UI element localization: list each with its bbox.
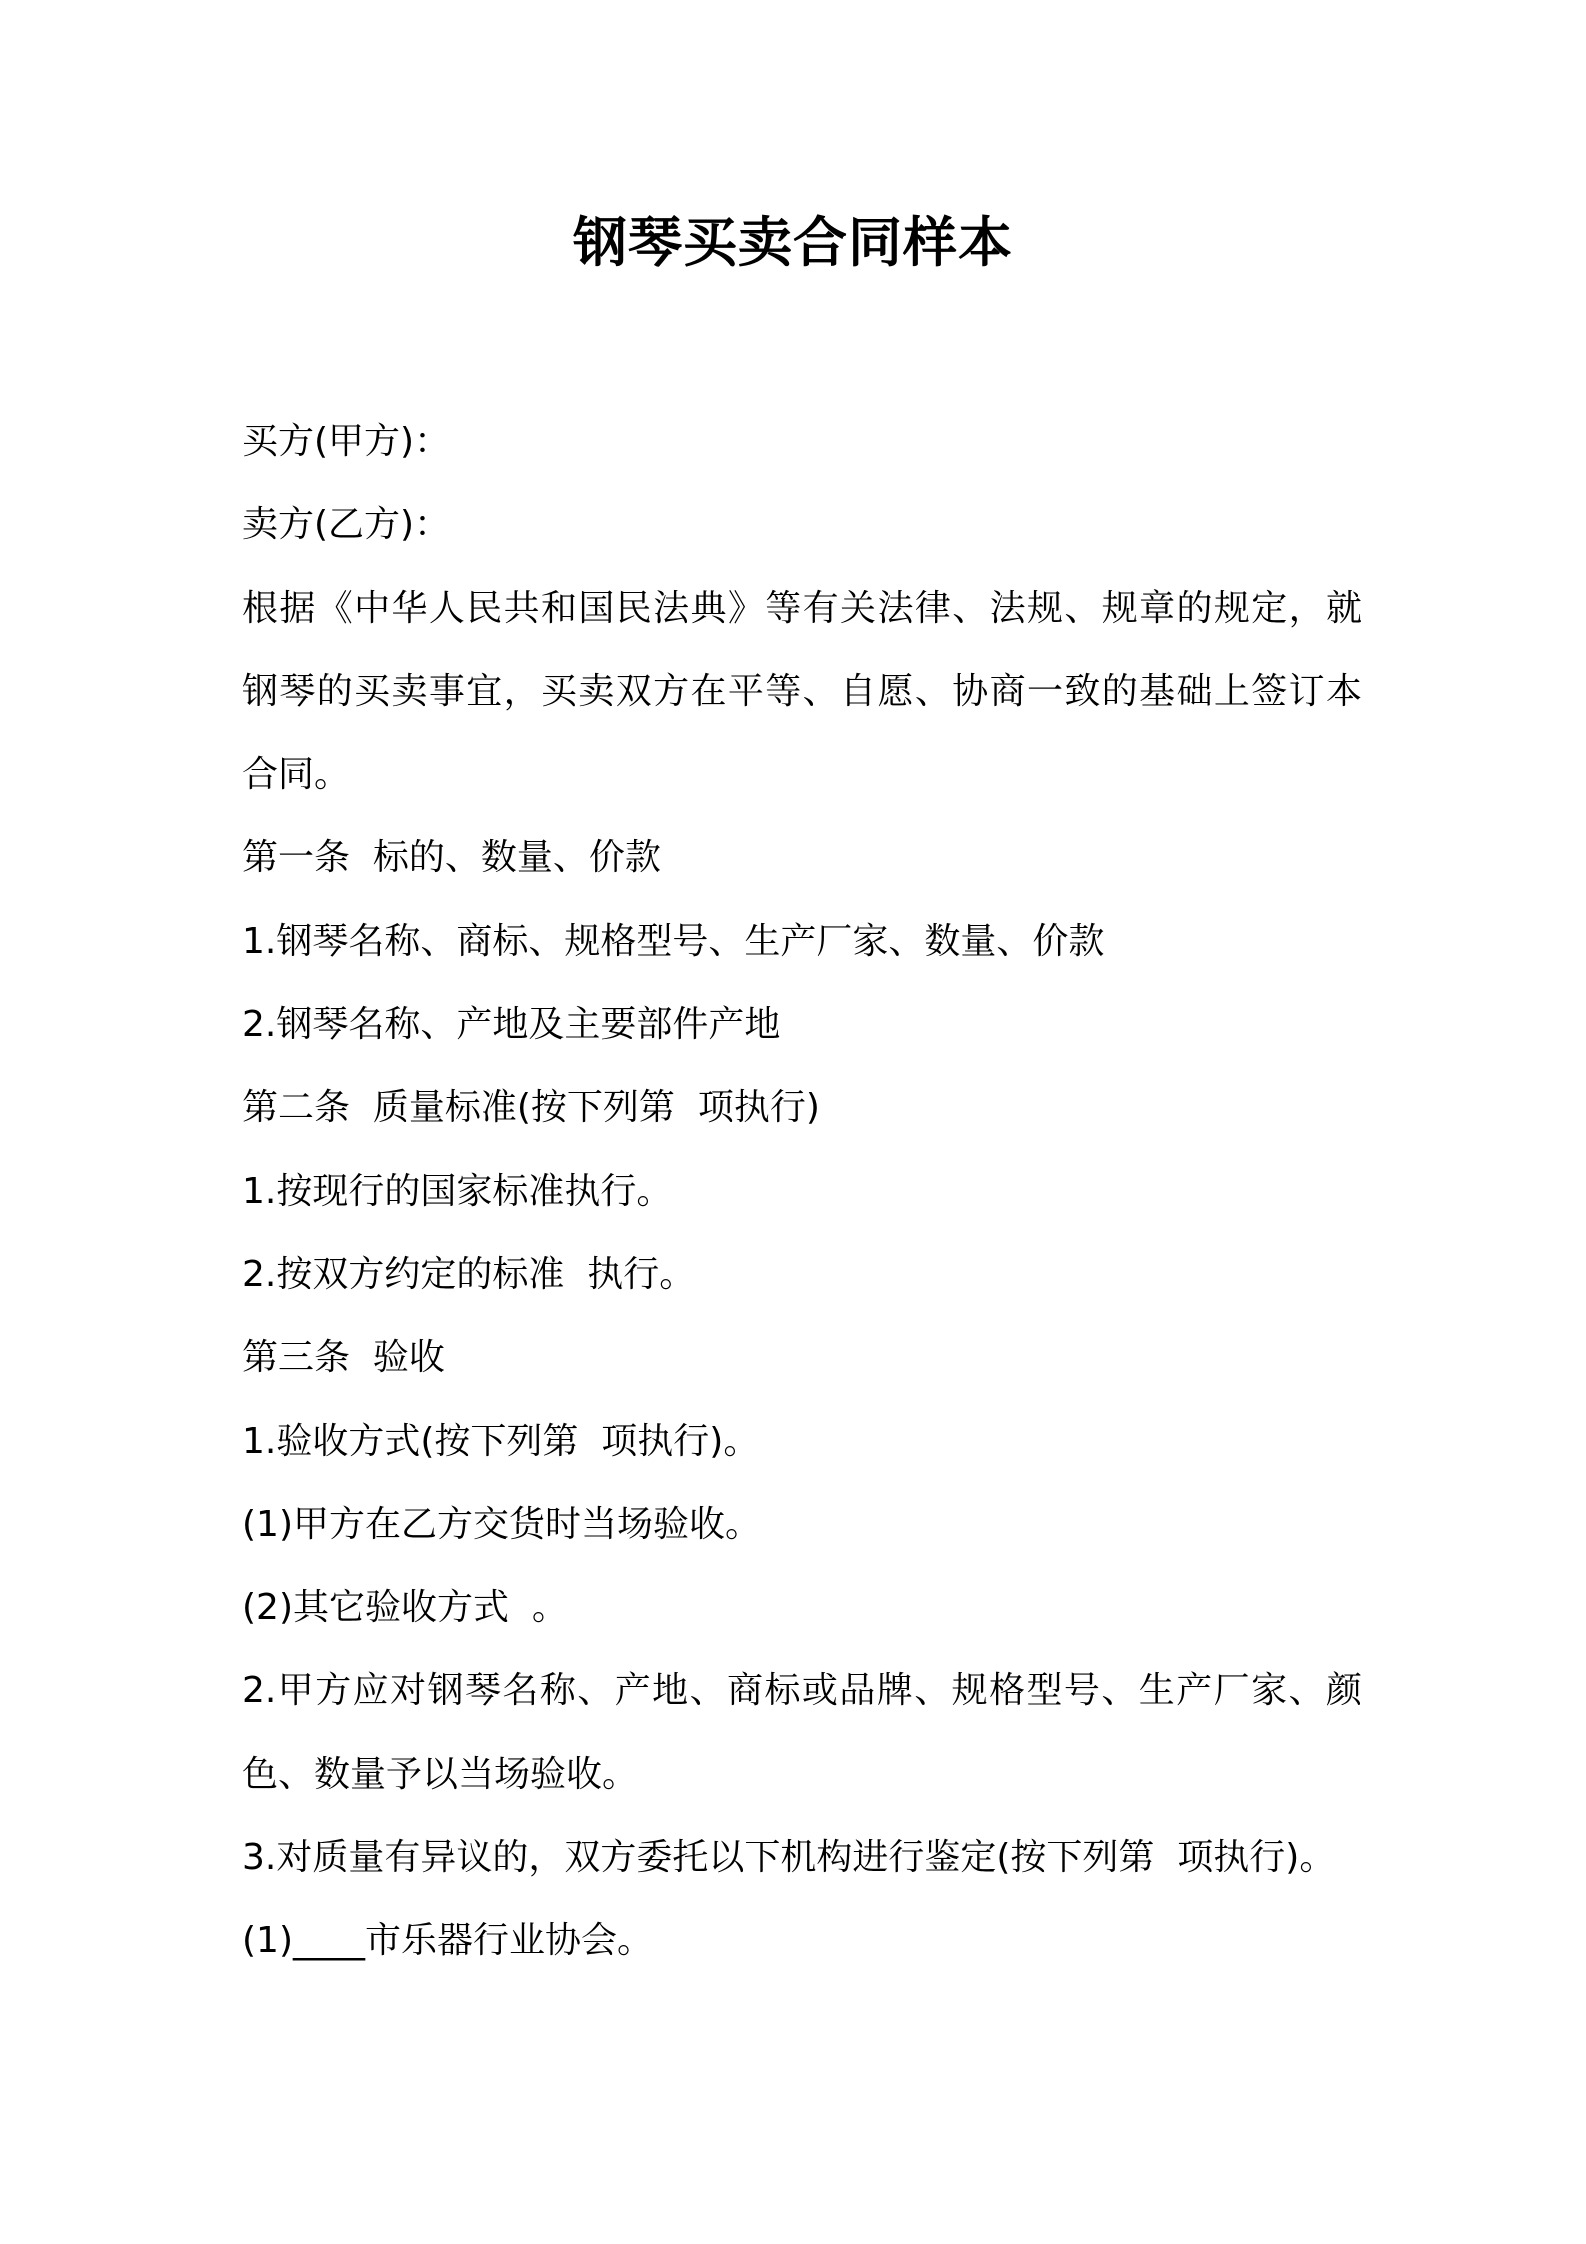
clause-line: 2.按双方约定的标准 执行。 — [242, 1253, 696, 1295]
clause-line: (1)____市乐器行业协会。 — [242, 1920, 653, 1962]
clause-line: 2.甲方应对钢琴名称、产地、商标或品牌、规格型号、生产厂家、颜 — [242, 1670, 1362, 1712]
preamble-line: 合同。 — [242, 754, 351, 796]
preamble-line: 钢琴的买卖事宜，买卖双方在平等、自愿、协商一致的基础上签订本 — [242, 670, 1362, 712]
clause-line: 1.钢琴名称、商标、规格型号、生产厂家、数量、价款 — [242, 920, 1105, 962]
article-heading: 第二条 质量标准(按下列第 项执行) — [242, 1087, 820, 1129]
clause-line: (1)甲方在乙方交货时当场验收。 — [242, 1503, 761, 1545]
clause-line: 色、数量予以当场验收。 — [242, 1753, 639, 1795]
clause-line: 1.按现行的国家标准执行。 — [242, 1170, 673, 1212]
buyer-line: 买方(甲方)： — [242, 421, 451, 462]
seller-line: 卖方(乙方)： — [242, 504, 451, 546]
article-heading: 第三条 验收 — [242, 1337, 445, 1379]
article-heading: 第一条 标的、数量、价款 — [242, 837, 661, 879]
document-title: 钢琴买卖合同样本 — [573, 211, 1013, 274]
clause-line: 3.对质量有异议的，双方委托以下机构进行鉴定(按下列第 项执行)。 — [242, 1837, 1336, 1879]
clause-line: (2)其它验收方式 。 — [242, 1587, 568, 1629]
clause-line: 1.验收方式(按下列第 项执行)。 — [242, 1420, 760, 1462]
contract-body — [242, 400, 1362, 1983]
preamble-line: 根据《中华人民共和国民法典》等有关法律、法规、规章的规定，就 — [242, 587, 1362, 629]
clause-line: 2.钢琴名称、产地及主要部件产地 — [242, 1004, 781, 1046]
